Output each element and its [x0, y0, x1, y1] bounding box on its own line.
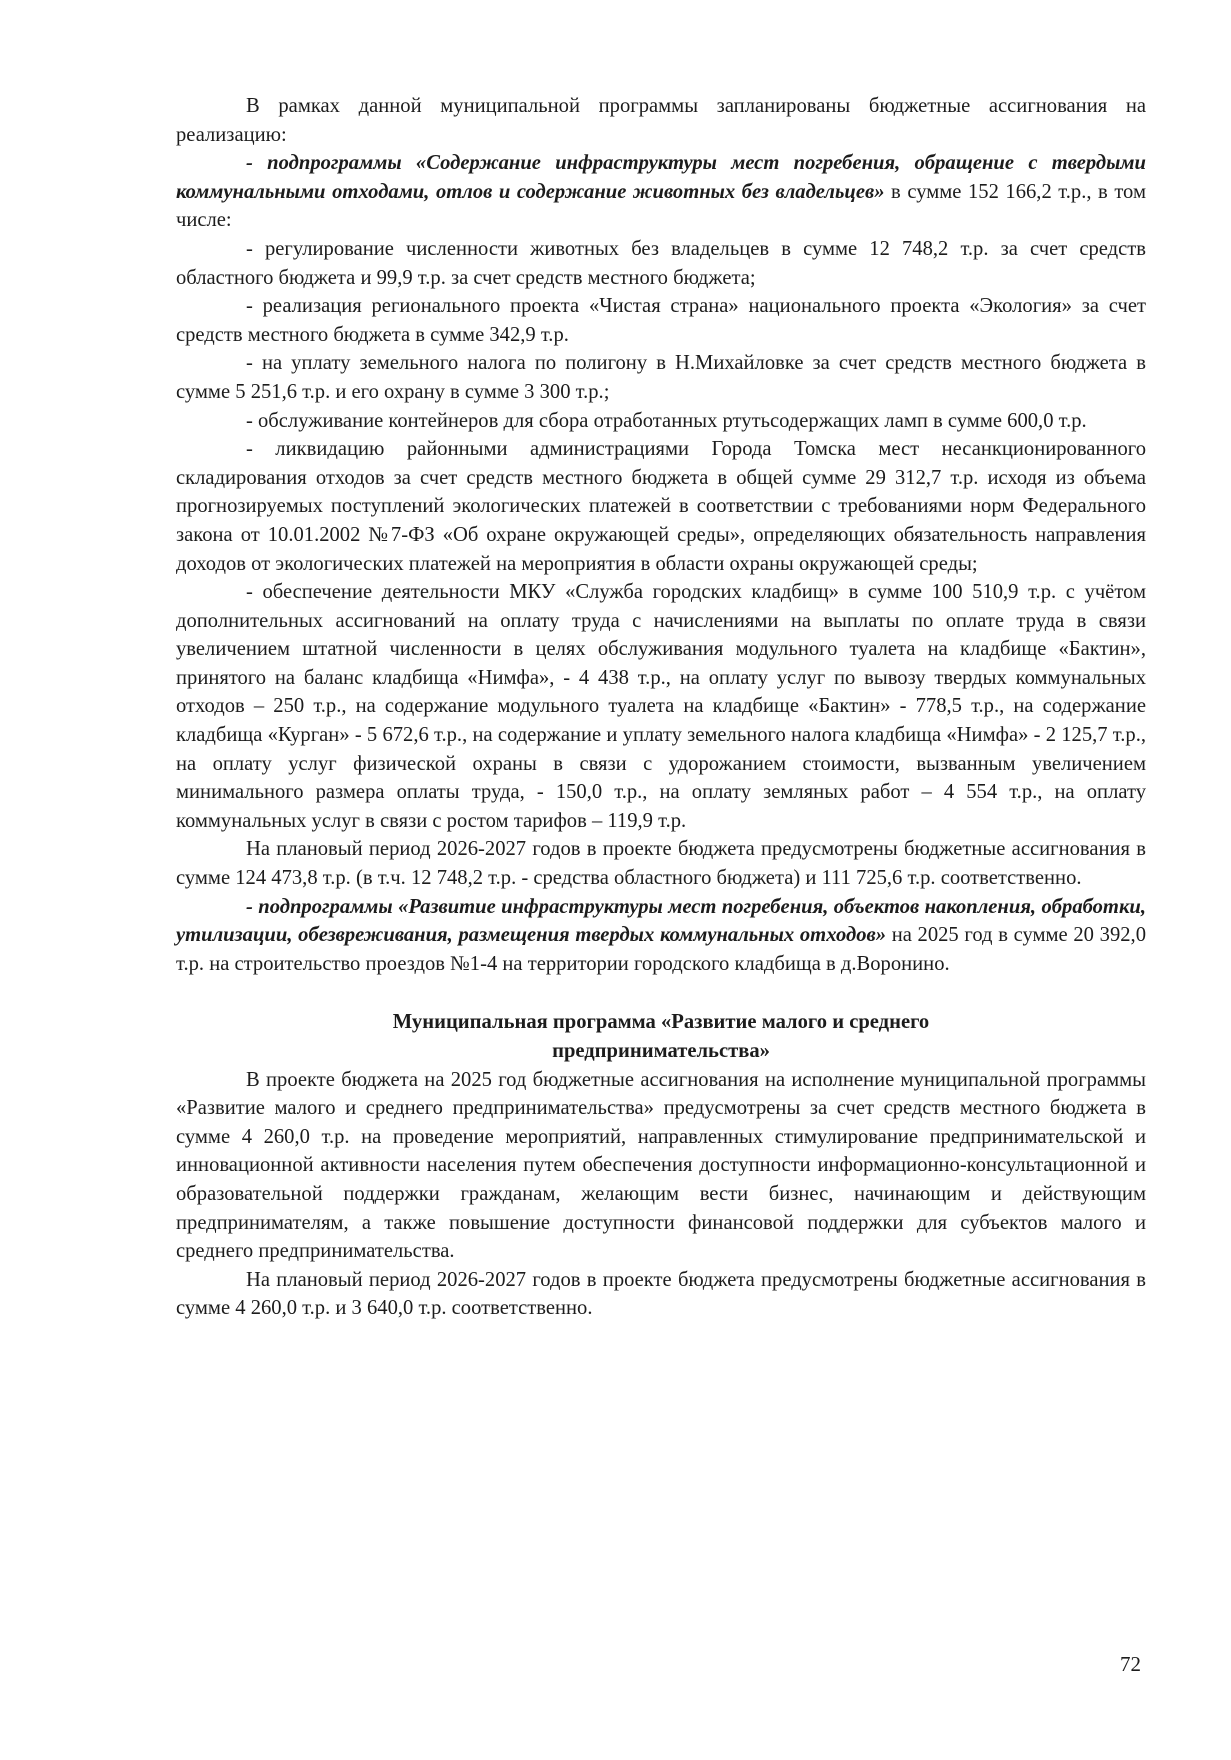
- paragraph-dumps: - ликвидацию районными администрациями Города Томска мест несанкционированного складирования отходов за счет средств местного бюджета в общей сумме 29 312,7 т.р. исходя из объема прогнозируемых поступлений экологических платежей в соответствии с требованиями норм Федерального закона от 10.01.2002 №7-ФЗ «Об охране окружающей среды», определяющих обязательность направления доходов от экологических платежей на мероприятия в области охраны окружающей среды;: [176, 438, 1146, 575]
- paragraph-containers: - обслуживание контейнеров для сбора отработанных ртутьсодержащих ламп в сумме 600,0 т.р.: [246, 409, 1087, 432]
- section-heading: Муниципальная программа «Развитие малого и среднего предпринимательства»: [392, 1011, 930, 1062]
- subprogram-title-waste: - подпрограммы «Содержание инфраструктуры мест погребения, обращение с твердыми коммунальными отходами, отлов и содержание животных без владельцев»: [176, 152, 1146, 203]
- paragraph-clean-country: - реализация регионального проекта «Чистая страна» национального проекта «Экология» за счет средств местного бюджета в сумме 342,9 т.р.: [176, 295, 1146, 346]
- paragraph-planning-period-1: На плановый период 2026-2027 годов в проекте бюджета предусмотрены бюджетные ассигнования в сумме 124 473,8 т.р. (в т.ч. 12 748,2 т.р. - средства областного бюджета) и 111 725,6 т.р. соответственно.: [176, 838, 1146, 890]
- paragraph-planning-period-2: На плановый период 2026-2027 годов в проекте бюджета предусмотрены бюджетные ассигнования в сумме 4 260,0 т.р. и 3 640,0 т.р. соответственно.: [176, 1268, 1146, 1320]
- paragraph-cemetery-service: - обеспечение деятельности МКУ «Служба городских кладбищ» в сумме 100 510,9 т.р. с учётом дополнительных ассигнований на оплату труда с начислениями на выплаты по оплате труда в связи увеличением штатной численности в целях обслуживания модульного туалета на кладбище «Бактин», принятого на баланс кладбища «Нимфа», - 4 438 т.р., на оплату услуг по вывозу твердых коммунальных отходов – 250 т.р., на содержание модульного туалета на кладбище «Бактин» - 778,5 т.р., на содержание кладбища «Курган» - 5 672,6 т.р., на содержание и уплату земельного налога кладбища «Нимфа» - 2 125,7 т.р., на оплату услуг физической охраны в связи с удорожанием стоимости, вызванным увеличением минимального размера оплаты труда, - 150,0 т.р., на оплату земляных работ – 4 554 т.р., на оплату коммунальных услуг в связи с ростом тарифов – 119,9 т.р.: [176, 581, 1146, 832]
- subprogram-title-development: - подпрограммы «Развитие инфраструктуры мест погребения, объектов накопления, обработки, утилизации, обезвреживания, размещения твердых коммунальных отходов»: [176, 895, 1146, 947]
- page-number: 72: [1120, 1652, 1141, 1676]
- paragraph-sme-program: В проекте бюджета на 2025 год бюджетные ассигнования на исполнение муниципальной программы «Развитие малого и среднего предпринимательства» предусмотрены за счет средств местного бюджета в сумме 4 260,0 т.р. на проведение мероприятий, направленных стимулирование предпринимательской и инновационной активности населения путем обеспечения доступности информационно-консультационной и образовательной поддержки гражданам, желающим вести бизнес, начинающим и действующим предпринимателям, а также повышение доступности финансовой поддержки для субъектов малого и среднего предпринимательства.: [176, 1068, 1146, 1263]
- paragraph-subprogram-waste: [176, 149, 1146, 235]
- paragraph-intro: В рамках данной муниципальной программы запланированы бюджетные ассигнования на реализацию:: [176, 95, 1146, 146]
- subprogram-amount-development: на 2025 год в сумме 20 392,0 т.р. на строительство проездов №1-4 на территории городского кладбища в д.Воронино.: [176, 924, 1146, 975]
- paragraph-animals: - регулирование численности животных без владельцев в сумме 12 748,2 т.р. за счет средств областного бюджета и 99,9 т.р. за счет средств местного бюджета;: [176, 237, 1146, 289]
- document-body: [176, 92, 1146, 1323]
- paragraph-land-tax: - на уплату земельного налога по полигону в Н.Михайловке за счет средств местного бюджета в сумме 5 251,6 т.р. и его охрану в сумме 3 300 т.р.;: [176, 352, 1146, 403]
- subprogram-amount-waste: в сумме 152 166,2 т.р., в том числе:: [176, 180, 1146, 232]
- paragraph-subprogram-development: [176, 893, 1146, 979]
